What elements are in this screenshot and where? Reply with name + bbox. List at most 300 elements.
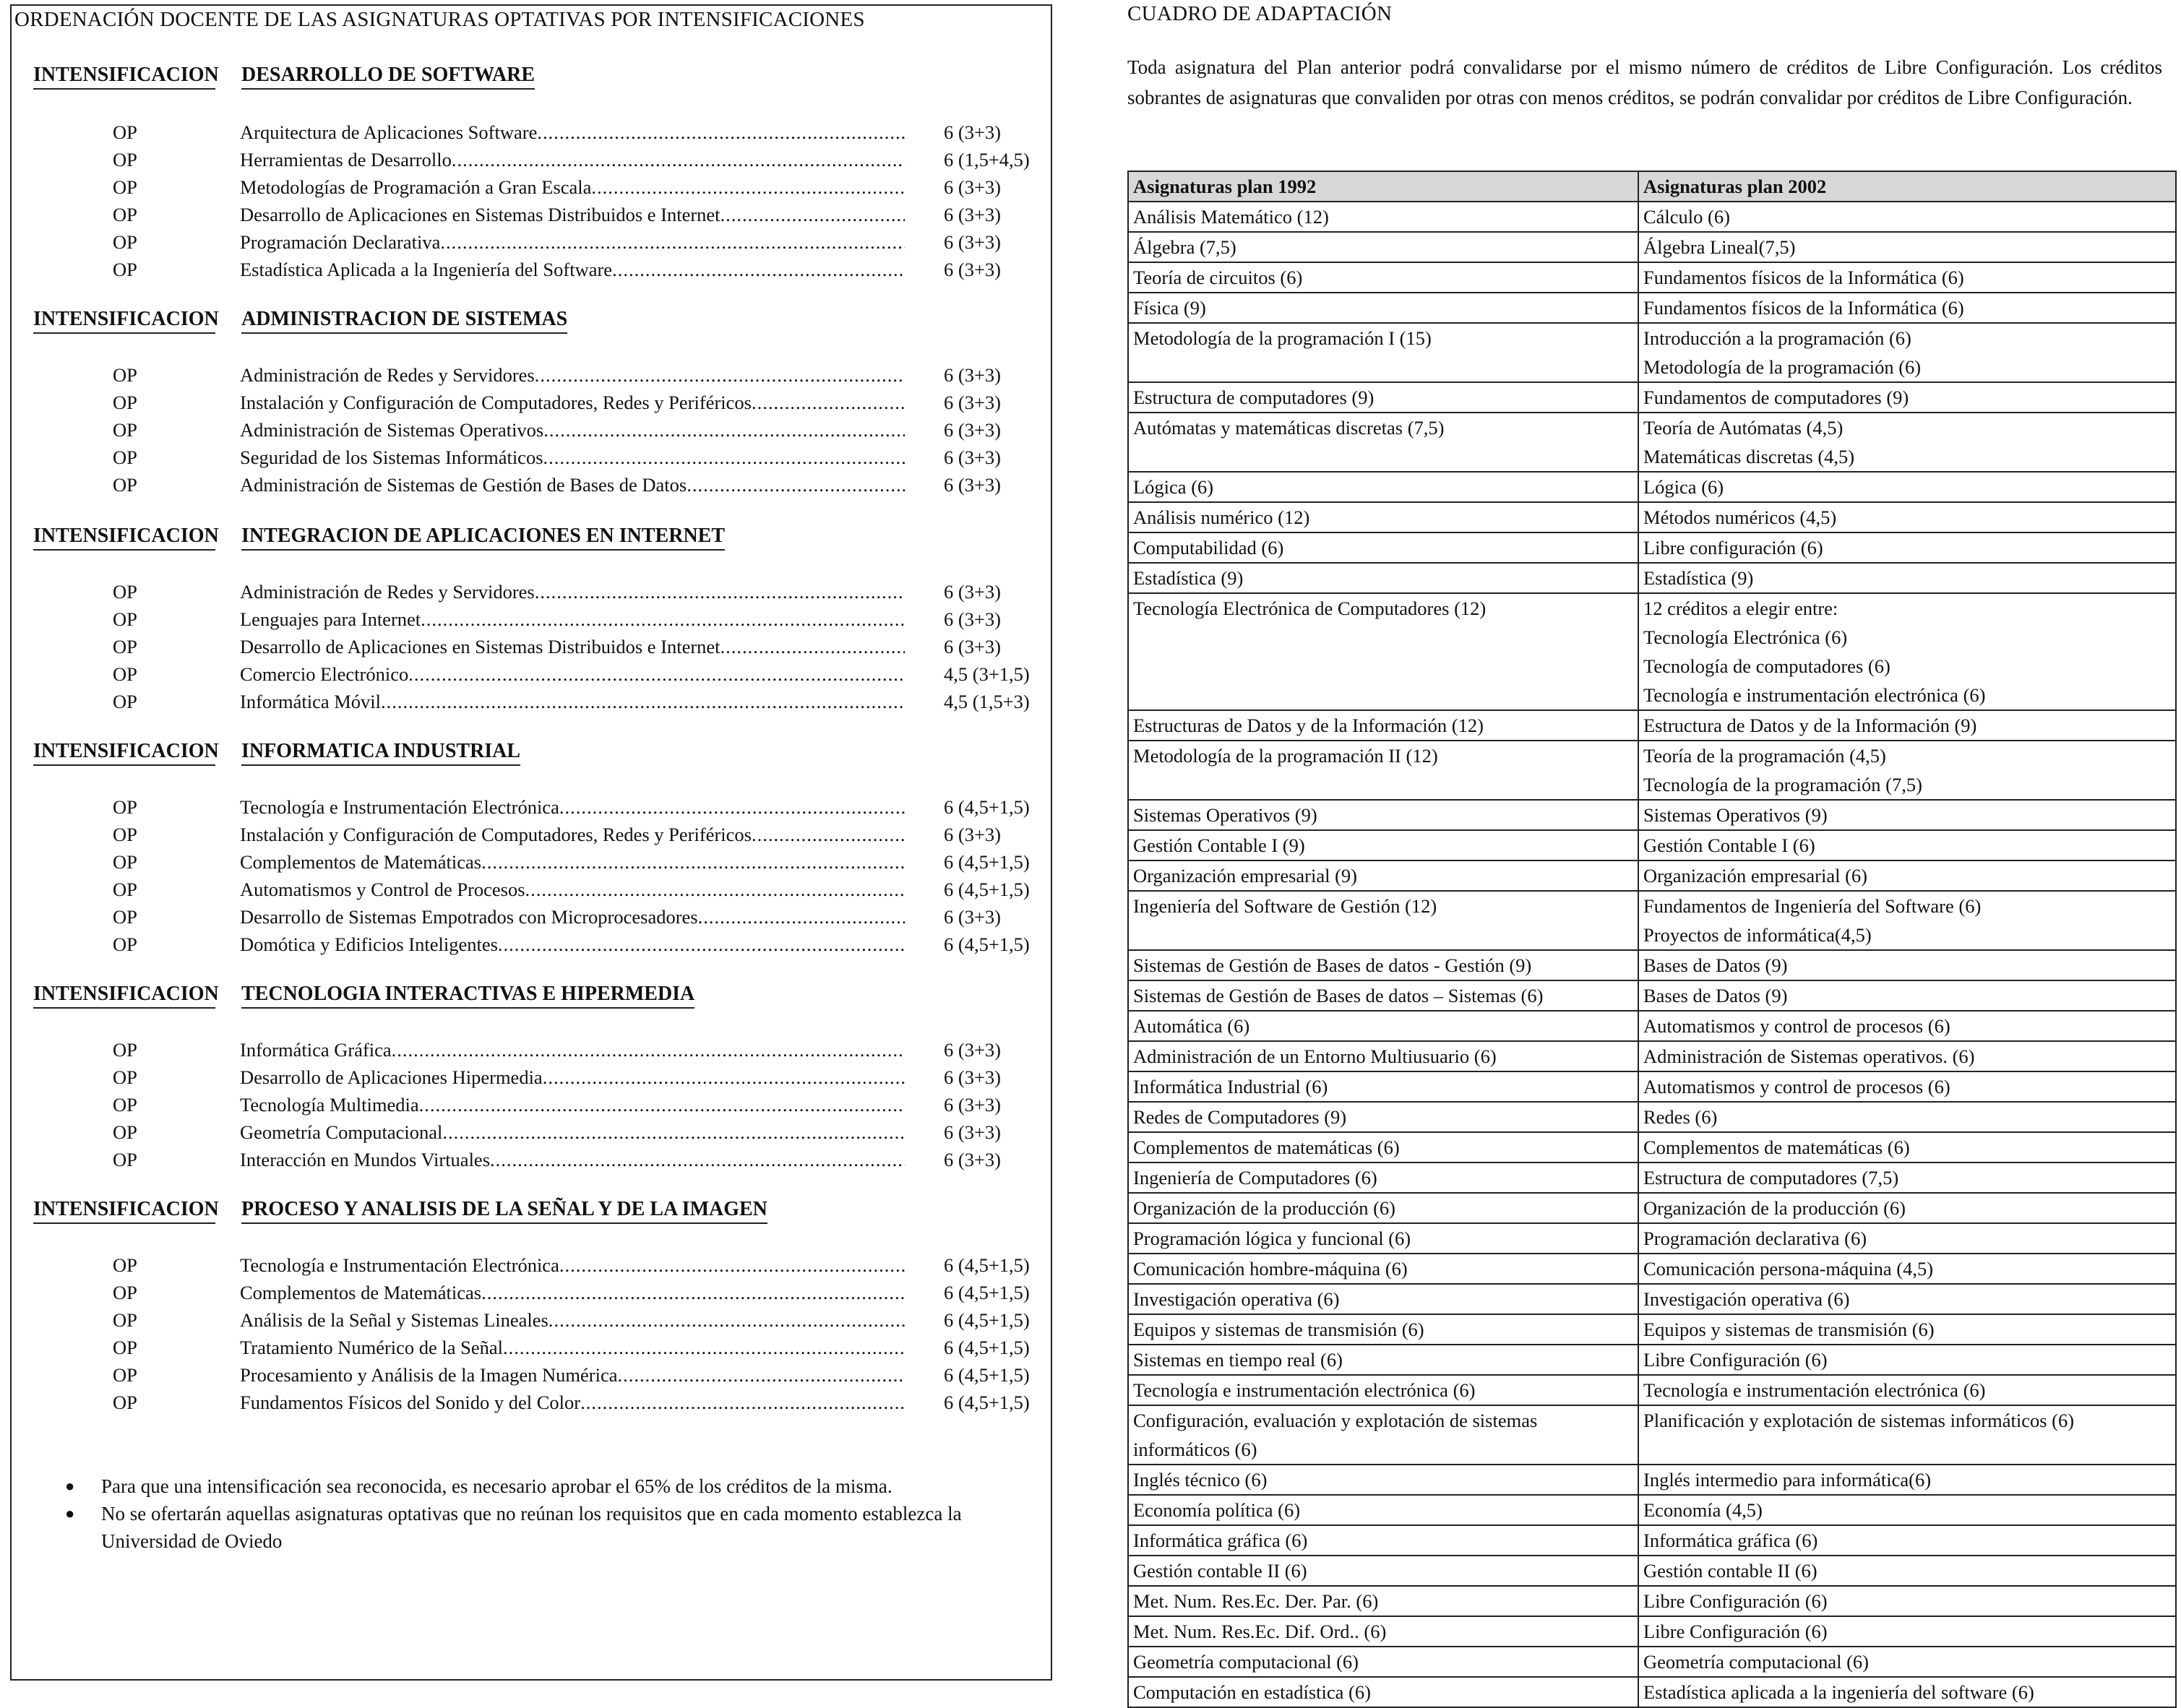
cell-line: Gestión contable II (6) — [1133, 1560, 1307, 1582]
cell-line: Bases de Datos (9) — [1643, 985, 1788, 1006]
course-name: Desarrollo de Aplicaciones en Sistemas Distribuidos e Internet ..... — [240, 204, 905, 226]
course-type: OP — [113, 1282, 137, 1303]
table-row — [1128, 1405, 2176, 1465]
table-row — [1128, 950, 2176, 980]
course-name: Tecnología e Instrumentación Electrónica ..... — [240, 796, 905, 819]
course-name: Informática Móvil ..... — [240, 691, 905, 713]
cell-line: Comunicación persona-máquina (4,5) — [1643, 1258, 1934, 1280]
cell-line: Gestión contable II (6) — [1643, 1560, 1818, 1582]
adaptation-table — [1127, 171, 2177, 1708]
table-row — [1128, 1314, 2176, 1345]
course-row — [12, 474, 1038, 501]
course-row — [12, 691, 1038, 718]
cell-plan-2002 — [1638, 1556, 2176, 1586]
cell-plan-1992 — [1128, 1465, 1638, 1495]
cell-plan-2002 — [1638, 950, 2176, 980]
cell-plan-2002 — [1638, 1193, 2176, 1223]
cell-line: Sistemas Operativos (9) — [1643, 804, 1828, 826]
course-credits: 6 (3+3) — [944, 1066, 1001, 1088]
cell-line: Redes (6) — [1643, 1106, 1718, 1128]
cell-plan-1992 — [1128, 1405, 1638, 1465]
cell-plan-2002 — [1638, 830, 2176, 861]
course-name: Arquitectura de Aplicaciones Software ..... — [240, 121, 905, 144]
cell-line: Fundamentos físicos de la Informática (6) — [1643, 297, 1964, 319]
cell-plan-2002 — [1638, 1041, 2176, 1071]
cell-line: Administración de Sistemas operativos. (6) — [1643, 1045, 1975, 1067]
intensificacion-heading — [33, 525, 726, 551]
intensificacion-heading — [33, 983, 695, 1009]
cell-plan-1992 — [1128, 710, 1638, 741]
course-row — [12, 636, 1038, 663]
table-row — [1128, 1556, 2176, 1586]
course-type: OP — [113, 231, 137, 253]
intensificacion-heading — [33, 1198, 767, 1224]
cell-line: Ingeniería de Computadores (6) — [1133, 1167, 1377, 1189]
course-name: Administración de Redes y Servidores ..... — [240, 364, 905, 387]
course-credits: 6 (3+3) — [944, 447, 1001, 468]
course-row — [12, 419, 1038, 447]
cell-line: Computabilidad (6) — [1133, 537, 1284, 558]
course-type: OP — [113, 176, 137, 198]
course-type: OP — [113, 1094, 137, 1116]
cell-line: Met. Num. Res.Ec. Dif. Ord.. (6) — [1133, 1621, 1387, 1642]
table-row — [1128, 710, 2176, 741]
course-row — [12, 663, 1038, 691]
cell-line: Geometría computacional (6) — [1133, 1651, 1359, 1673]
cell-plan-1992 — [1128, 1345, 1638, 1375]
course-type: OP — [113, 851, 137, 873]
course-credits: 6 (3+3) — [944, 392, 1001, 413]
cell-line: Libre Configuración (6) — [1643, 1621, 1828, 1642]
cell-line: Tecnología e instrumentación electrónica (6) — [1643, 1379, 1986, 1401]
cell-plan-1992 — [1128, 293, 1638, 323]
cell-line: Inglés intermedio para informática(6) — [1643, 1469, 1932, 1491]
table-row — [1128, 1071, 2176, 1102]
cell-plan-2002 — [1638, 1345, 2176, 1375]
course-type: OP — [113, 824, 137, 845]
cell-plan-1992 — [1128, 1102, 1638, 1132]
cell-line: Informática gráfica (6) — [1133, 1530, 1308, 1551]
course-name: Lenguajes para Internet ..... — [240, 608, 905, 631]
course-type: OP — [113, 149, 137, 171]
course-credits: 6 (3+3) — [944, 1094, 1001, 1116]
cell-line: Estadística aplicada a la ingeniería del software (6) — [1643, 1681, 2034, 1703]
cell-line: Autómatas y matemáticas discretas (7,5) — [1133, 417, 1445, 439]
table-header-row — [1128, 171, 2176, 202]
table-row — [1128, 262, 2176, 293]
cell-plan-2002 — [1638, 1375, 2176, 1405]
course-row — [12, 121, 1038, 149]
cell-plan-1992 — [1128, 1586, 1638, 1616]
cell-line: Sistemas de Gestión de Bases de datos – Sistemas (6) — [1133, 985, 1544, 1006]
cell-plan-1992 — [1128, 502, 1638, 532]
course-row — [12, 1364, 1038, 1392]
cell-plan-1992 — [1128, 262, 1638, 293]
course-row — [12, 796, 1038, 824]
course-row — [12, 824, 1038, 851]
course-type: OP — [113, 608, 137, 630]
cell-plan-1992 — [1128, 1223, 1638, 1254]
course-type: OP — [113, 259, 137, 280]
table-row — [1128, 1254, 2176, 1284]
course-type: OP — [113, 879, 137, 900]
cell-line: 12 créditos a elegir entre: — [1643, 598, 1838, 619]
cell-line: Álgebra Lineal(7,5) — [1643, 236, 1796, 258]
cell-line: Computación en estadística (6) — [1133, 1681, 1371, 1703]
table-row — [1128, 1132, 2176, 1163]
course-row — [12, 1337, 1038, 1364]
course-credits: 6 (3+3) — [944, 824, 1001, 845]
course-row — [12, 1392, 1038, 1419]
intensificacion-label: INTENSIFICACION — [33, 740, 215, 766]
note-item — [51, 1500, 1005, 1555]
course-row — [12, 1039, 1038, 1066]
course-row — [12, 259, 1038, 286]
intensificacion-label: INTENSIFICACION — [33, 308, 215, 334]
cell-plan-1992 — [1128, 382, 1638, 413]
course-credits: 6 (3+3) — [944, 259, 1001, 280]
course-type: OP — [113, 1337, 137, 1358]
intro-paragraph: Toda asignatura del Plan anterior podrá convalidarse por el mismo número de créditos de Libre Configuración. Los créditos sobrantes de asignaturas que convaliden por otras con menos créditos, se podrán convalidar por créditos de Libre Configuración. — [1127, 56, 2162, 108]
cell-plan-2002 — [1638, 1163, 2176, 1193]
course-name: Tratamiento Numérico de la Señal ..... — [240, 1337, 905, 1359]
course-name: Tecnología Multimedia ..... — [240, 1094, 905, 1116]
intensificacion-name: INTEGRACION DE APLICACIONES EN INTERNET — [241, 525, 725, 551]
table-row — [1128, 1647, 2176, 1677]
cell-plan-1992 — [1128, 472, 1638, 502]
cell-plan-2002 — [1638, 710, 2176, 741]
course-credits: 6 (3+3) — [944, 121, 1001, 143]
cell-plan-1992 — [1128, 950, 1638, 980]
course-name: Complementos de Matemáticas ..... — [240, 851, 905, 874]
cell-line: Programación lógica y funcional (6) — [1133, 1228, 1411, 1249]
table-row — [1128, 293, 2176, 323]
course-row — [12, 879, 1038, 906]
cell-line: Métodos numéricos (4,5) — [1643, 506, 1837, 528]
course-name: Seguridad de los Sistemas Informáticos ..... — [240, 447, 905, 469]
course-credits: 4,5 (1,5+3) — [944, 691, 1030, 712]
course-name: Administración de Sistemas de Gestión de Bases de Datos ..... — [240, 474, 905, 496]
cell-plan-1992 — [1128, 323, 1638, 382]
table-row — [1128, 382, 2176, 413]
course-credits: 6 (3+3) — [944, 581, 1001, 603]
course-credits: 6 (3+3) — [944, 474, 1001, 496]
cell-plan-2002 — [1638, 980, 2176, 1011]
cell-plan-1992 — [1128, 1254, 1638, 1284]
course-name: Complementos de Matemáticas ..... — [240, 1282, 905, 1304]
cell-plan-2002 — [1638, 1405, 2176, 1465]
note-text: No se ofertarán aquellas asignaturas optativas que no reúnan los requisitos que en cada momento establezca la Universidad de Oviedo — [101, 1503, 962, 1552]
cell-line: Cálculo (6) — [1643, 206, 1730, 228]
table-row — [1128, 1284, 2176, 1314]
cell-plan-1992 — [1128, 1041, 1638, 1071]
cell-plan-2002 — [1638, 1616, 2176, 1647]
cell-plan-1992 — [1128, 1375, 1638, 1405]
cell-plan-2002 — [1638, 472, 2176, 502]
course-type: OP — [113, 1364, 137, 1386]
cell-line: Economía política (6) — [1133, 1499, 1301, 1521]
course-name: Análisis de la Señal y Sistemas Lineales ..... — [240, 1309, 905, 1332]
cell-line: Física (9) — [1133, 297, 1206, 319]
course-row — [12, 364, 1038, 392]
table-row — [1128, 1525, 2176, 1556]
table-row — [1128, 1223, 2176, 1254]
course-row — [12, 608, 1038, 636]
course-credits: 6 (3+3) — [944, 364, 1001, 386]
cell-plan-1992 — [1128, 202, 1638, 232]
cell-line: Complementos de matemáticas (6) — [1643, 1136, 1910, 1158]
course-name: Geometría Computacional ..... — [240, 1121, 905, 1144]
cell-line: Ingeniería del Software de Gestión (12) — [1133, 895, 1437, 917]
cell-plan-2002 — [1638, 232, 2176, 262]
course-type: OP — [113, 663, 137, 685]
cell-plan-1992 — [1128, 800, 1638, 830]
cell-line: Gestión Contable I (9) — [1133, 834, 1305, 856]
cell-line: Tecnología Electrónica de Computadores (12) — [1133, 598, 1487, 619]
cell-plan-2002 — [1638, 1495, 2176, 1525]
course-type: OP — [113, 364, 137, 386]
note-text: Para que una intensificación sea reconocida, es necesario aprobar el 65% de los créditos de la misma. — [101, 1475, 892, 1497]
cell-line: Economía (4,5) — [1643, 1499, 1763, 1521]
table-row — [1128, 800, 2176, 830]
course-name: Programación Declarativa ..... — [240, 231, 905, 254]
course-credits: 6 (3+3) — [944, 1039, 1001, 1061]
right-page-title: CUADRO DE ADAPTACIÓN — [1127, 2, 1393, 25]
table-row — [1128, 1041, 2176, 1071]
course-name: Herramientas de Desarrollo ..... — [240, 149, 905, 171]
course-credits: 6 (4,5+1,5) — [944, 879, 1030, 900]
cell-line: Informática Industrial (6) — [1133, 1076, 1328, 1097]
cell-plan-2002 — [1638, 593, 2176, 710]
course-type: OP — [113, 581, 137, 603]
intensificacion-name: PROCESO Y ANALISIS DE LA SEÑAL Y DE LA IMAGEN — [241, 1198, 767, 1224]
course-type: OP — [113, 121, 137, 143]
cell-plan-1992 — [1128, 1071, 1638, 1102]
course-name: Metodologías de Programación a Gran Escala ..... — [240, 176, 905, 199]
course-type: OP — [113, 1392, 137, 1413]
cell-plan-1992 — [1128, 1193, 1638, 1223]
cell-line: Organización de la producción (6) — [1643, 1197, 1906, 1219]
cell-line: Tecnología e instrumentación electrónica (6) — [1133, 1379, 1476, 1401]
course-name: Administración de Sistemas Operativos ..... — [240, 419, 905, 441]
cell-line: Bases de Datos (9) — [1643, 954, 1788, 976]
cell-line: Automática (6) — [1133, 1015, 1250, 1037]
course-type: OP — [113, 419, 137, 441]
course-row — [12, 231, 1038, 259]
table-row — [1128, 741, 2176, 800]
cell-plan-2002 — [1638, 563, 2176, 593]
course-name: Automatismos y Control de Procesos ..... — [240, 879, 905, 901]
cell-line: Organización empresarial (6) — [1643, 865, 1868, 887]
course-row — [12, 1094, 1038, 1121]
cell-plan-2002 — [1638, 202, 2176, 232]
cell-plan-1992 — [1128, 861, 1638, 891]
course-credits: 6 (3+3) — [944, 1121, 1001, 1143]
course-row — [12, 1282, 1038, 1309]
cell-line: Teoría de Autómatas (4,5) — [1643, 417, 1844, 439]
table-row — [1128, 1345, 2176, 1375]
course-row — [12, 149, 1038, 176]
cell-line: Investigación operativa (6) — [1643, 1288, 1850, 1310]
cell-plan-2002 — [1638, 1132, 2176, 1163]
cell-plan-2002 — [1638, 1102, 2176, 1132]
cell-plan-1992 — [1128, 1525, 1638, 1556]
cell-plan-1992 — [1128, 1284, 1638, 1314]
intensificacion-name: DESARROLLO DE SOFTWARE — [241, 64, 535, 90]
course-credits: 6 (4,5+1,5) — [944, 933, 1030, 955]
cell-plan-1992 — [1128, 1647, 1638, 1677]
cell-plan-2002 — [1638, 382, 2176, 413]
course-row — [12, 581, 1038, 608]
cell-line: Inglés técnico (6) — [1133, 1469, 1268, 1491]
table-row — [1128, 532, 2176, 563]
course-credits: 6 (1,5+4,5) — [944, 149, 1030, 171]
cell-plan-1992 — [1128, 532, 1638, 563]
cell-line: Complementos de matemáticas (6) — [1133, 1136, 1400, 1158]
cell-plan-2002 — [1638, 502, 2176, 532]
cell-line: Equipos y sistemas de transmisión (6) — [1643, 1319, 1935, 1340]
cell-line: Fundamentos físicos de la Informática (6) — [1643, 267, 1964, 288]
course-row — [12, 906, 1038, 933]
cell-plan-1992 — [1128, 1132, 1638, 1163]
course-type: OP — [113, 691, 137, 712]
cell-line: Redes de Computadores (9) — [1133, 1106, 1347, 1128]
bullet-icon: ● — [65, 1504, 75, 1522]
cell-plan-1992 — [1128, 830, 1638, 861]
cell-line: Estructura de computadores (7,5) — [1643, 1167, 1899, 1189]
cell-plan-1992 — [1128, 232, 1638, 262]
course-type: OP — [113, 1066, 137, 1088]
note-item — [51, 1472, 1005, 1500]
cell-line: Estructura de computadores (9) — [1133, 387, 1375, 408]
course-row — [12, 1309, 1038, 1337]
cell-plan-2002 — [1638, 1586, 2176, 1616]
optativas-panel — [10, 4, 1052, 1681]
cell-line: Tecnología de la programación (7,5) — [1643, 774, 1922, 795]
course-row — [12, 1149, 1038, 1176]
cell-plan-1992 — [1128, 1556, 1638, 1586]
cell-line: Configuración, evaluación y explotación de sistemas informáticos (6) — [1133, 1410, 1538, 1460]
cell-line: Sistemas Operativos (9) — [1133, 804, 1317, 826]
cell-line: Automatismos y control de procesos (6) — [1643, 1015, 1950, 1037]
cell-line: Álgebra (7,5) — [1133, 236, 1236, 258]
course-row — [12, 392, 1038, 419]
cell-plan-2002 — [1638, 1647, 2176, 1677]
cell-plan-2002 — [1638, 413, 2176, 472]
cell-plan-2002 — [1638, 532, 2176, 563]
cell-line: Análisis Matemático (12) — [1133, 206, 1329, 228]
table-row — [1128, 1616, 2176, 1647]
cell-line: Lógica (6) — [1133, 476, 1214, 498]
cell-plan-1992 — [1128, 1314, 1638, 1345]
course-name: Desarrollo de Sistemas Empotrados con Microprocesadores ..... — [240, 906, 905, 928]
cell-plan-1992 — [1128, 413, 1638, 472]
course-credits: 6 (4,5+1,5) — [944, 1254, 1030, 1276]
table-row — [1128, 413, 2176, 472]
cell-line: Sistemas en tiempo real (6) — [1133, 1349, 1343, 1371]
cell-line: Estructura de Datos y de la Información (9) — [1643, 715, 1977, 736]
cell-line: Geometría computacional (6) — [1643, 1651, 1869, 1673]
course-credits: 6 (4,5+1,5) — [944, 1309, 1030, 1331]
course-name: Administración de Redes y Servidores ..... — [240, 581, 905, 603]
course-credits: 6 (3+3) — [944, 176, 1001, 198]
course-credits: 4,5 (3+1,5) — [944, 663, 1030, 685]
cell-line: Sistemas de Gestión de Bases de datos - Gestión (9) — [1133, 954, 1532, 976]
cell-line: Libre Configuración (6) — [1643, 1590, 1828, 1612]
cell-line: Lógica (6) — [1643, 476, 1724, 498]
cell-line: Informática gráfica (6) — [1643, 1530, 1818, 1551]
course-name: Fundamentos Físicos del Sonido y del Color ..... — [240, 1392, 905, 1414]
cell-plan-2002 — [1638, 323, 2176, 382]
header-plan-1992: Asignaturas plan 1992 — [1128, 171, 1638, 202]
cell-line: Automatismos y control de procesos (6) — [1643, 1076, 1950, 1097]
cell-line: Fundamentos de computadores (9) — [1643, 387, 1909, 408]
cell-plan-1992 — [1128, 980, 1638, 1011]
cell-plan-2002 — [1638, 1314, 2176, 1345]
course-row — [12, 204, 1038, 231]
table-row — [1128, 891, 2176, 950]
table-row — [1128, 502, 2176, 532]
course-credits: 6 (3+3) — [944, 636, 1001, 657]
course-name: Desarrollo de Aplicaciones en Sistemas Distribuidos e Internet ..... — [240, 636, 905, 658]
cell-plan-2002 — [1638, 1011, 2176, 1041]
cell-line: Planificación y explotación de sistemas informáticos (6) — [1643, 1410, 2075, 1431]
course-name: Interacción en Mundos Virtuales ..... — [240, 1149, 905, 1171]
cell-plan-2002 — [1638, 1254, 2176, 1284]
notes-list — [51, 1472, 1005, 1555]
cell-line: Libre Configuración (6) — [1643, 1349, 1828, 1371]
course-type: OP — [113, 1149, 137, 1170]
table-row — [1128, 1375, 2176, 1405]
cell-line: Teoría de la programación (4,5) — [1643, 745, 1886, 767]
course-credits: 6 (3+3) — [944, 231, 1001, 253]
cell-line: Administración de un Entorno Multiusuario (6) — [1133, 1045, 1497, 1067]
cell-line: Programación declarativa (6) — [1643, 1228, 1867, 1249]
cell-plan-1992 — [1128, 593, 1638, 710]
cell-plan-1992 — [1128, 563, 1638, 593]
cell-plan-1992 — [1128, 1495, 1638, 1525]
cell-line: Gestión Contable I (6) — [1643, 834, 1815, 856]
bullet-icon: ● — [65, 1477, 75, 1495]
cell-plan-1992 — [1128, 1616, 1638, 1647]
cell-line: Matemáticas discretas (4,5) — [1643, 446, 1855, 467]
course-type: OP — [113, 933, 137, 955]
cell-line: Libre configuración (6) — [1643, 537, 1823, 558]
course-row — [12, 1066, 1038, 1094]
table-row — [1128, 1193, 2176, 1223]
intensificacion-heading — [33, 740, 521, 766]
cell-line: Metodología de la programación (6) — [1643, 356, 1922, 378]
course-row — [12, 447, 1038, 474]
course-name: Tecnología e Instrumentación Electrónica ..... — [240, 1254, 905, 1277]
course-row — [12, 851, 1038, 879]
intensificacion-label: INTENSIFICACION — [33, 64, 215, 90]
course-type: OP — [113, 1309, 137, 1331]
course-type: OP — [113, 447, 137, 468]
table-row — [1128, 232, 2176, 262]
course-row — [12, 933, 1038, 961]
course-credits: 6 (3+3) — [944, 204, 1001, 225]
course-type: OP — [113, 392, 137, 413]
cell-plan-2002 — [1638, 1071, 2176, 1102]
course-credits: 6 (4,5+1,5) — [944, 1282, 1030, 1303]
intensificacion-label: INTENSIFICACION — [33, 1198, 215, 1224]
cell-line: Equipos y sistemas de transmisión (6) — [1133, 1319, 1424, 1340]
cell-plan-2002 — [1638, 262, 2176, 293]
course-name: Domótica y Edificios Inteligentes ..... — [240, 933, 905, 956]
table-row — [1128, 1465, 2176, 1495]
table-row — [1128, 1011, 2176, 1041]
